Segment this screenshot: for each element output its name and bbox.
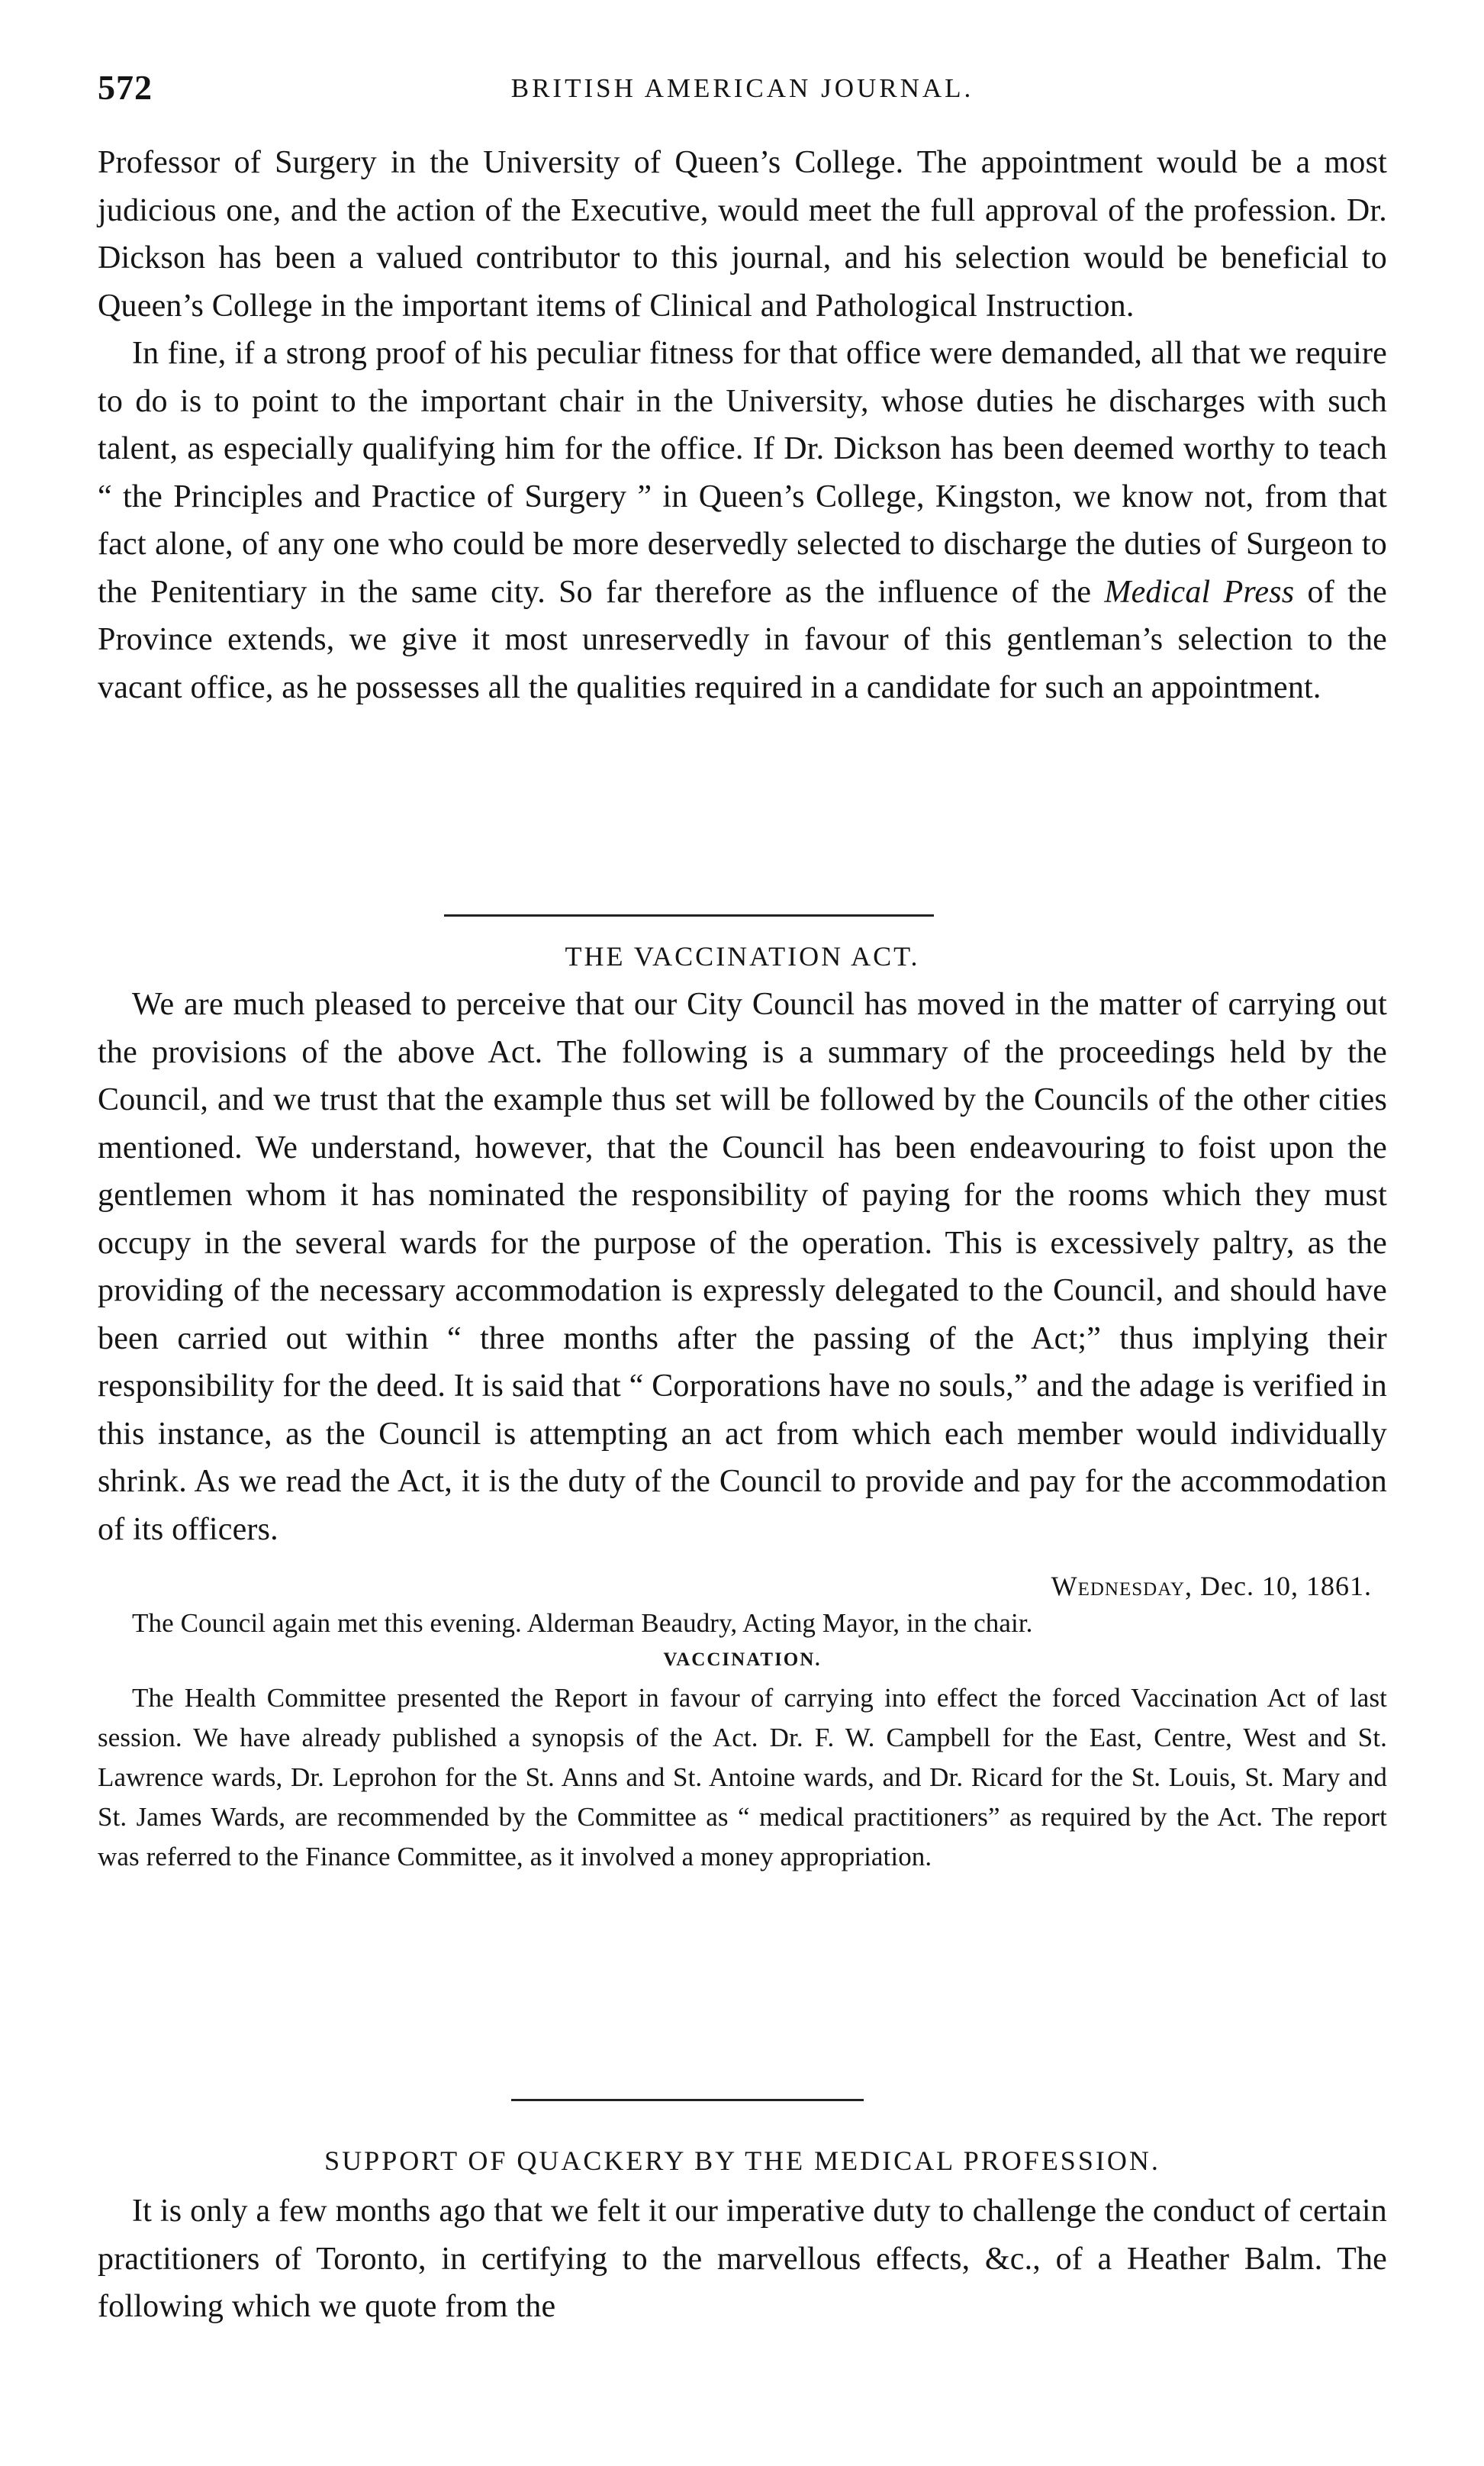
paragraph: We are much pleased to perceive that our City Council has moved in the matter of carrying out the provisions of the above Act. The following is a summary of the proceedings held by the Council, and we trust that the example thus set will be followed by the Councils of the other cities mentioned. We understand, however, that the Council has been endeavouring to foist upon the gentlemen whom it has nominated the responsibility of paying for the rooms which they must occupy in the several wards for the purpose of the operation. This is excessively paltry, as the providing of the necessary accommodation is expressly delegated to the Council, and should have been carried out within “ three months after the passing of the Act;” thus implying their responsibility for the deed. It is said that “ Corporations have no souls,” and the adage is verified in this instance, as the Council is attempting an act from which each member would individually shrink. As we read the Act, it is the duty of the Council to provide and pay for the accommodation of its officers. — [98, 987, 1387, 1547]
text-run: In fine, if a strong proof of his peculiar fitness for that office were demanded, all that we require to do is to point to the important chair in the University, whose duties he discharges with such talent, as especially qualifying him for the office. If Dr. Dickson has been deemed worthy to teach “ the Principles and Practice of Surgery ” in Queen’s College, Kingston, we know not, from that fact alone, of any one who could be more deservedly selected to discharge the duties of Surgeon to the Penitentiary in the same city. So far therefore as the influence of the — [98, 336, 1387, 610]
dateline — [98, 1570, 1387, 1602]
sub-heading: VACCINATION. — [663, 1649, 822, 1670]
dateline-day: Wednesday, — [1051, 1571, 1193, 1601]
meeting-line: The Council again met this evening. Alderman Beaudry, Acting Mayor, in the chair. — [132, 1608, 1033, 1638]
article-heading: THE VACCINATION ACT. — [565, 941, 920, 972]
article-vaccination-act — [98, 940, 1387, 1877]
journal-title: BRITISH AMERICAN JOURNAL. — [510, 73, 974, 103]
section-divider — [511, 2099, 864, 2101]
article-quackery — [98, 2145, 1387, 2331]
dateline-date: Dec. 10, 1861. — [1193, 1571, 1372, 1601]
page-number: 572 — [98, 68, 153, 107]
report-paragraph: The Health Committee presented the Report in favour of carrying into effect the forced Vaccination Act of last session. We have already published a synopsis of the Act. Dr. F. W. Campbell for the East, Centre, West and St. Lawrence wards, Dr. Leprohon for the St. Anns and St. Antoine wards, and Dr. Ricard for the St. Louis, St. Mary and St. James Wards, are recommended by the Committee as “ medical practitioners” as required by the Act. The report was referred to the Finance Committee, as it involved a money appropriation. — [98, 1683, 1387, 1871]
paragraph: It is only a few months ago that we felt it our imperative duty to challenge the conduct of certain practitioners of Toronto, in certifying to the marvellous effects, &c., of a Heather Balm. The following which we quote from the — [98, 2194, 1387, 2324]
section-divider — [444, 914, 934, 917]
paragraph: Professor of Surgery in the University of Queen’s College. The appointment would be a most judicious one, and the action of the Executive, would meet the full approval of the profession. Dr. Dickson has been a valued contributor to this journal, and his selection would be beneficial to Queen’s College in the important items of Clinical and Pathological Instruction. — [98, 145, 1387, 324]
italic-text: Medical Press — [1104, 574, 1295, 610]
paragraph — [98, 330, 1387, 711]
running-head — [98, 67, 1387, 113]
text-run: of the Province extends, we give it most unreservedly in favour of this gentleman’s selection to the vacant office, as he possesses all the qualities required in a candidate for such an appointment. — [98, 574, 1387, 705]
article-heading: SUPPORT OF QUACKERY BY THE MEDICAL PROFESSION. — [324, 2145, 1160, 2176]
article-continuation — [98, 139, 1387, 711]
